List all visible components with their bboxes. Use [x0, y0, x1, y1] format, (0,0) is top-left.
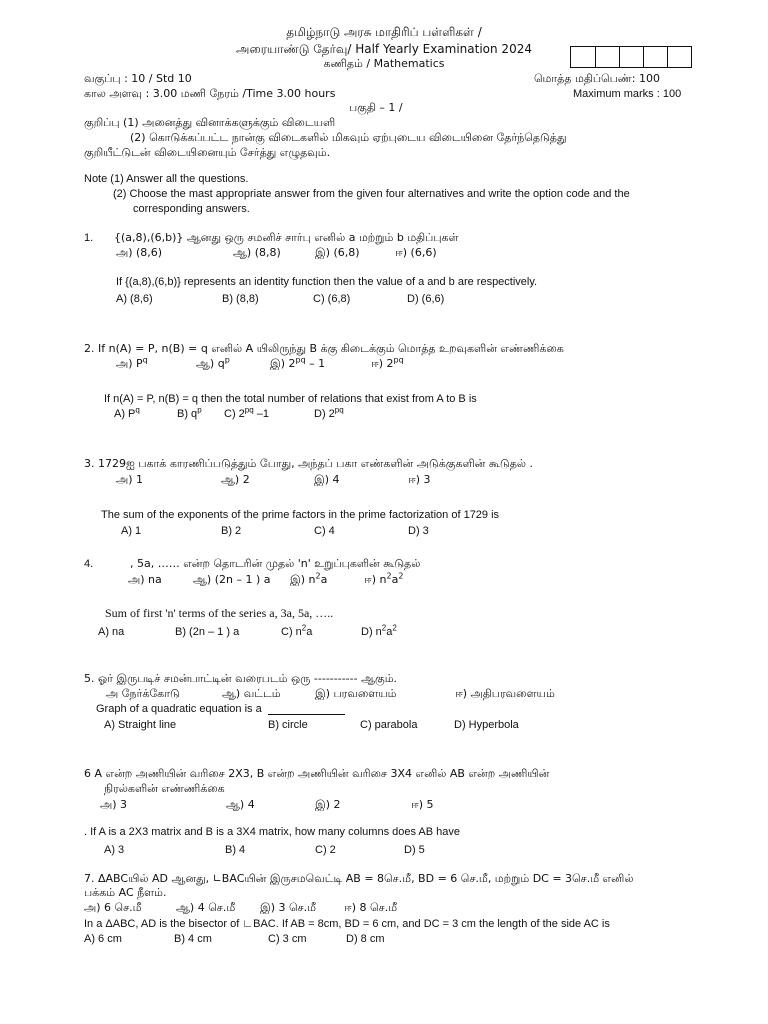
instruction-tamil-2: (2) கொடுக்கப்பட்ட நான்கு விடைகளில் மிகவும் ஏற்புடைய விடையினை தேர்ந்தெடுத்து: [130, 131, 567, 144]
q3-tamil-option-b: ஆ) 2: [221, 473, 250, 486]
q1-english-text: If {(a,8),(6,b)} represents an identity function then the value of a and b are respectively.: [116, 276, 538, 288]
q6-english-option-a: A) 3: [104, 844, 125, 856]
q7-english-option-d: D) 8 cm: [346, 933, 385, 945]
q3-english-text: The sum of the exponents of the prime factors in the prime factorization of 1729 is: [101, 509, 500, 521]
q5-english-option-a: A) Straight line: [104, 719, 177, 731]
q3-tamil-option-d: ஈ) 3: [408, 473, 431, 486]
q1-english-option-c: C) (6,8): [313, 293, 351, 305]
q5-tamil-option-d: ஈ) அதிபரவளையம்: [455, 687, 555, 700]
q2-english-option-c: C) $2^{pq}$ –1: [224, 405, 269, 420]
q3-english-option-d: D) 3: [408, 525, 429, 537]
instruction-english-1: Note (1) Answer all the questions.: [84, 173, 249, 185]
q1-tamil-option-b: ஆ) (8,8): [233, 246, 281, 259]
q1-tamil-option-c: இ) (6,8): [315, 246, 360, 259]
q6-english-text: . If A is a 2X3 matrix and B is a 3X4 matrix, how many columns does AB have: [84, 826, 461, 838]
max-marks: Maximum marks : 100: [573, 88, 682, 100]
q2-tamil-option-d: ஈ) $2^{pq}$: [371, 355, 404, 370]
q2-english-text: If n(A) = P, n(B) = q then the total number of relations that exist from A to B is: [104, 393, 477, 405]
exam-title: அரையாண்டு தேர்வு/ Half Yearly Examination 2024: [236, 42, 532, 56]
q7-tamil-option-a: அ) 6 செ.மீ: [84, 901, 142, 914]
q7-english-text: In a ΔABC, AD is the bisector of ∟BAC. If AB = 8cm, BD = 6 cm, and DC = 3 cm the length of the side AC is: [84, 918, 610, 930]
instruction-english-2-cont: corresponding answers.: [133, 203, 250, 215]
q3-tamil-option-a: அ) 1: [116, 473, 144, 486]
q1-english-option-a: A) (8,6): [116, 293, 153, 305]
instruction-tamil-2-cont: குறியீட்டுடன் விடையினையும் சேர்த்து எழுதவும்.: [84, 146, 331, 159]
q4-tamil-option-c: இ) $n^2a$: [290, 571, 328, 586]
q3-tamil-text: 3. 1729ஐ பகாக் காரணிப்படுத்தும் போது, அந்தப் பகா எண்களின் அடுக்குகளின் கூடுதல் .: [84, 457, 533, 470]
q4-english-option-b: B) (2n – 1 ) a: [175, 626, 240, 638]
standard-label: வகுப்பு : 10 / Std 10: [84, 72, 192, 85]
q6-english-option-b: B) 4: [225, 844, 246, 856]
q7-english-option-c: C) 3 cm: [268, 933, 307, 945]
q7-tamil-text-cont: பக்கம் AC நீளம்.: [84, 886, 167, 899]
q7-tamil-option-b: ஆ) 4 செ.மீ: [176, 901, 236, 914]
q5-tamil-option-c: இ) பரவளையம்: [315, 687, 397, 700]
q4-english-option-c: C) $n^2a$: [281, 623, 313, 638]
q5-answer-blank: [268, 700, 345, 715]
q1-english-option-b: B) (8,8): [222, 293, 259, 305]
q4-tamil-option-a: அ) na: [128, 573, 162, 586]
q4-tamil-option-b: ஆ) (2n – 1 ) a: [193, 573, 271, 586]
subject-title: கணிதம் / Mathematics: [323, 57, 445, 70]
q4-number: 4.: [84, 558, 94, 570]
q5-english-text: Graph of a quadratic equation is a: [96, 703, 262, 715]
q3-tamil-option-c: இ) 4: [314, 473, 340, 486]
q6-tamil-text: 6 A என்ற அணியின் வரிசை 2X3, B என்ற அணியின் வரிசை 3X4 எனில் AB என்ற அணியின்: [84, 767, 550, 780]
time-label: கால அளவு : 3.00 மணி நேரம் /Time 3.00 hours: [84, 87, 336, 100]
q6-tamil-option-a: அ) 3: [100, 798, 128, 811]
q6-english-option-d: D) 5: [404, 844, 425, 856]
q2-tamil-text: 2. If n(A) = P, n(B) = q எனில் A யிலிருந்து B க்கு கிடைக்கும் மொத்த உறவுகளின் எண்ணிக்கை: [84, 342, 564, 355]
q4-tamil-option-d: ஈ) $n^2a^2$: [364, 571, 404, 586]
q1-tamil-option-d: ஈ) (6,6): [395, 246, 437, 259]
q7-english-option-a: A) 6 cm: [84, 933, 122, 945]
register-number-box: [570, 46, 692, 68]
q1-tamil-option-a: அ) (8,6): [116, 246, 163, 259]
q5-tamil-option-a: அ நேர்க்கோடு: [106, 687, 180, 700]
q5-english-option-c: C) parabola: [360, 719, 418, 731]
q1-english-option-d: D) (6,6): [407, 293, 445, 305]
q7-tamil-text: 7. ΔABCயில் AD ஆனது, ∟BACயின் இருசமவெட்டி AB = 8செ.மீ, BD = 6 செ.மீ, மற்றும் DC = 3செ.மீ எனில்: [84, 872, 634, 885]
q1-number: 1.: [84, 232, 94, 244]
q4-english-text: Sum of first 'n' terms of the series a, 3a, 5a, …..: [105, 606, 334, 620]
q5-tamil-text: 5. ஓர் இருபடிச் சமன்பாட்டின் வரைபடம் ஒரு ----------- ஆகும்.: [84, 672, 398, 685]
q5-english-option-b: B) circle: [268, 719, 308, 731]
instruction-tamil-1: குறிப்பு (1) அனைத்து வினாக்களுக்கும் விடையளி: [84, 116, 336, 129]
q7-tamil-option-d: ஈ) 8 செ.மீ: [344, 901, 398, 914]
q2-english-option-d: D) $2^{pq}$: [314, 405, 344, 420]
q6-tamil-option-d: ஈ) 5: [411, 798, 434, 811]
q4-english-option-d: D) $n^2a^2$: [361, 623, 397, 638]
q7-tamil-option-c: இ) 3 செ.மீ: [260, 901, 317, 914]
q6-tamil-text-cont: நிரல்களின் எண்ணிக்கை: [104, 782, 225, 795]
q3-english-option-b: B) 2: [221, 525, 242, 537]
q2-tamil-option-a: அ) $P^q$: [116, 355, 148, 370]
q1-tamil-text: {(a,8),(6,b)} ஆனது ஒரு சமனிச் சார்பு எனில் a மற்றும் b மதிப்புகள்: [114, 231, 459, 244]
q7-english-option-b: B) 4 cm: [174, 933, 212, 945]
part-label: பகுதி – 1 /: [349, 101, 403, 114]
q5-english-option-d: D) Hyperbola: [454, 719, 519, 731]
school-title: தமிழ்நாடு அரசு மாதிரிப் பள்ளிகள் /: [286, 25, 482, 39]
q6-english-option-c: C) 2: [315, 844, 336, 856]
q5-tamil-option-b: ஆ) வட்டம்: [222, 687, 281, 700]
q6-tamil-option-b: ஆ) 4: [226, 798, 255, 811]
q2-tamil-option-b: ஆ) $q^p$: [196, 355, 230, 370]
instruction-english-2: (2) Choose the mast appropriate answer from the given four alternatives and write the option code and the: [113, 188, 630, 200]
q2-english-option-b: B) $q^p$: [177, 405, 202, 420]
q2-tamil-option-c: இ) $2^{pq} - 1$: [270, 355, 326, 370]
q3-english-option-c: C) 4: [314, 525, 335, 537]
q4-tamil-text: , 5a, …… என்ற தொடரின் முதல் 'n' உறுப்புகளின் கூடுதல்: [130, 557, 421, 570]
q2-english-option-a: A) $P^q$: [114, 405, 140, 420]
q3-english-option-a: A) 1: [121, 525, 142, 537]
total-marks: மொத்த மதிப்பெண்: 100: [534, 72, 660, 85]
q4-english-option-a: A) na: [98, 626, 125, 638]
q6-tamil-option-c: இ) 2: [315, 798, 341, 811]
